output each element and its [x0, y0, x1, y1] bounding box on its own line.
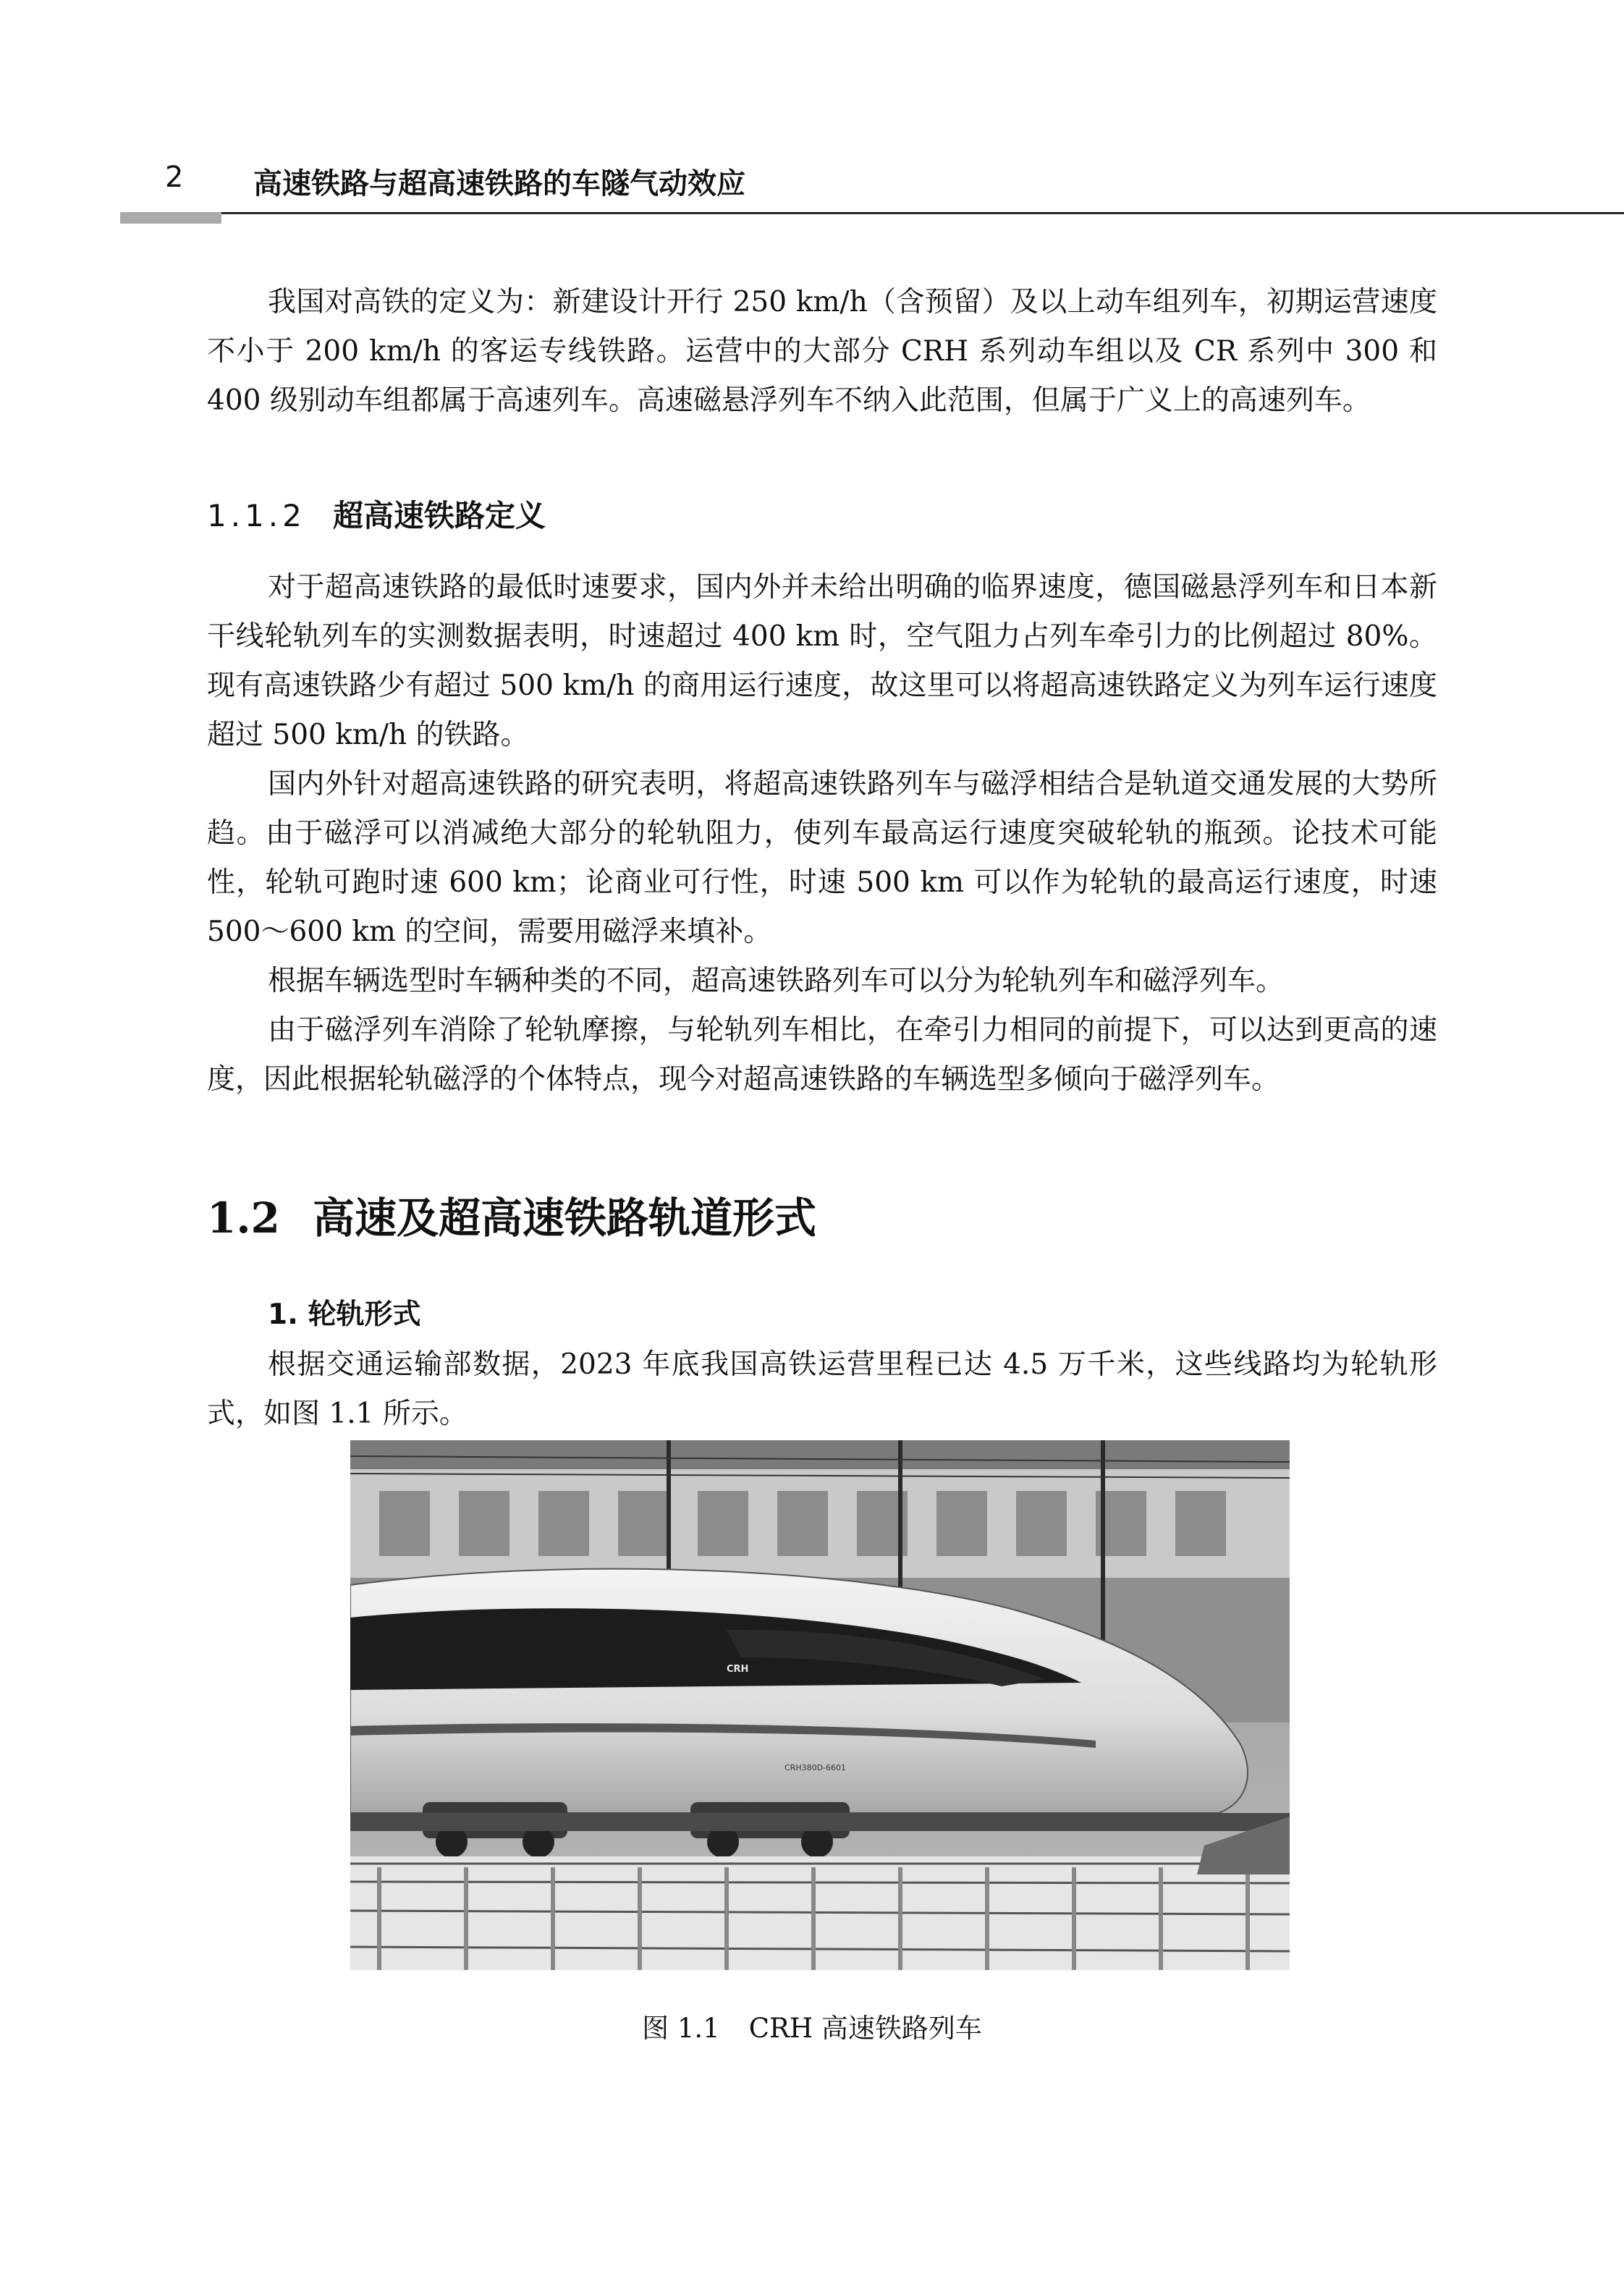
page-number: 2: [165, 161, 184, 194]
header-rule: [120, 212, 1624, 214]
book-title: 高速铁路与超高速铁路的车隧气动效应: [253, 167, 745, 200]
caption-text: CRH 高速铁路列车: [748, 2013, 982, 2044]
intro-text: [207, 278, 1437, 426]
paragraph: 由于磁浮列车消除了轮轨摩擦，与轮轨列车相比，在牵引力相同的前提下，可以达到更高的速度，因此根据轮轨磁浮的个体特点，现今对超高速铁路的车辆选型多倾向于磁浮列车。: [207, 1014, 1437, 1096]
caption-label: 图 1.1: [642, 2013, 720, 2044]
section-number: 1.1.2: [207, 498, 306, 533]
subsection-heading: 1. 轮轨形式: [268, 1298, 421, 1331]
train-number: CRH380D-6601: [784, 1763, 847, 1772]
section-number: 1.2: [207, 1193, 280, 1243]
paragraph: 我国对高铁的定义为：新建设计开行 250 km/h（含预留）及以上动车组列车，初期运营速度不小于 200 km/h 的客运专线铁路。运营中的大部分 CRH 系列动车组以及 CR 系列中 300 和 400 级别动车组都属于高速列车。高速磁悬浮列车不纳入此范围，但属于广义上的高速列车。: [207, 286, 1437, 417]
paragraph: 国内外针对超高速铁路的研究表明，将超高速铁路列车与磁浮相结合是轨道交通发展的大势所趋。由于磁浮可以消减绝大部分的轮轨阻力，使列车最高运行速度突破轮轨的瓶颈。论技术可能性，轮轨可跑时速 600 km；论商业可行性，时速 500 km 可以作为轮轨的最高运行速度，时速 500～600 km 的空间，需要用磁浮来填补。: [207, 768, 1437, 948]
section-heading-1-1-2: [207, 492, 546, 536]
paragraph: 根据车辆选型时车辆种类的不同，超高速铁路列车可以分为轮轨列车和磁浮列车。: [268, 965, 1285, 997]
header-rule-accent: [120, 212, 221, 224]
section-heading-1-2: [207, 1184, 816, 1245]
train-photo: [350, 1440, 1290, 1970]
section-1-1-2-text: [207, 563, 1437, 1104]
paragraph: 根据交通运输部数据，2023 年底我国高铁运营里程已达 4.5 万千米，这些线路均为轮轨形式，如图 1.1 所示。: [207, 1348, 1437, 1430]
section-1-2-text: [207, 1340, 1437, 1439]
section-title: 高速及超高速铁路轨道形式: [313, 1193, 817, 1243]
figure-caption: [0, 2006, 1624, 2045]
section-title: 超高速铁路定义: [333, 498, 546, 533]
paragraph: 对于超高速铁路的最低时速要求，国内外并未给出明确的临界速度，德国磁悬浮列车和日本新干线轮轨列车的实测数据表明，时速超过 400 km 时，空气阻力占列车牵引力的比例超过 80%。现有高速铁路少有超过 500 km/h 的商用运行速度，故这里可以将超高速铁路定义为列车运行速度超过 500 km/h 的铁路。: [207, 571, 1437, 751]
train-logo: CRH: [727, 1664, 749, 1675]
